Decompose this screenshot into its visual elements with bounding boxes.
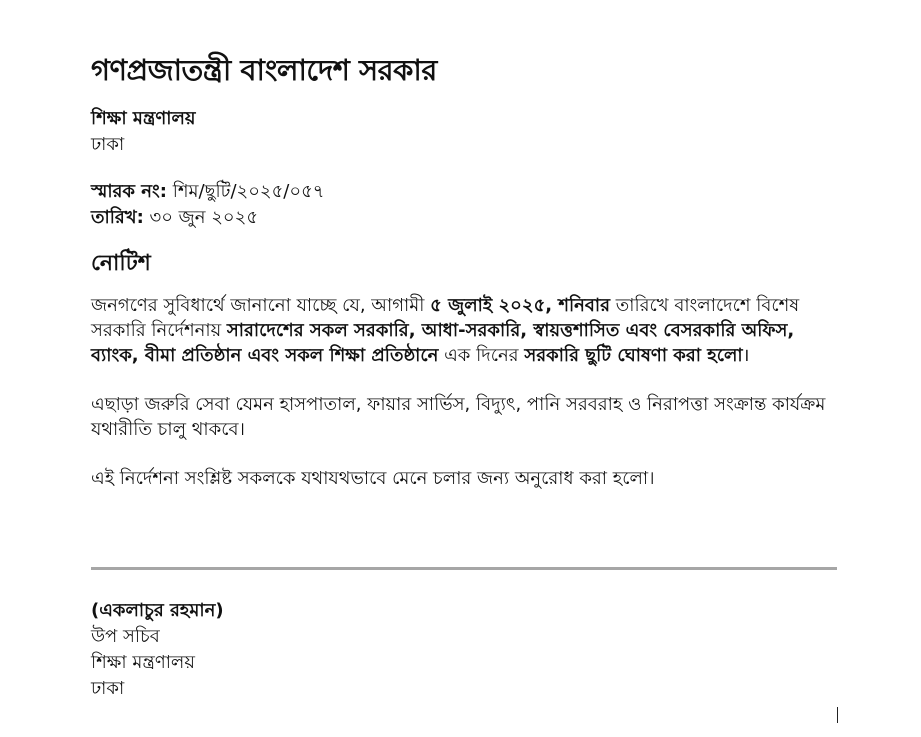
holiday-date: ৫ জুলাই ২০২৫, শনিবার xyxy=(430,295,611,316)
memo-date xyxy=(91,205,837,231)
government-title: গণপ্রজাতন্ত্রী বাংলাদেশ সরকার xyxy=(91,53,437,87)
para1-text-1: জনগণের সুবিধার্থে জানানো যাচ্ছে যে, আগামী xyxy=(91,295,431,316)
affected-institutions: সারাদেশের সকল সরকারি, আধা-সরকারি, স্বায়ত্তশাসিত এবং বেসরকারি অফিস, ব্যাংক, বীমা প্রতিষ্ঠান এবং সকল শিক্ষা প্রতিষ্ঠানে xyxy=(91,320,795,366)
para1-text-3: এক দিনের xyxy=(438,345,525,366)
para1-text-4: । xyxy=(742,345,750,366)
issuer-block xyxy=(91,106,837,158)
memo-date-value: ৩০ জুন ২০২৫ xyxy=(143,207,259,228)
ministry-name: শিক্ষা মন্ত্রণালয় xyxy=(91,108,196,129)
notice-document xyxy=(91,48,837,491)
memo-date-label: তারিখ: xyxy=(91,207,144,228)
signature-block xyxy=(91,598,224,702)
notice-heading: নোটিশ xyxy=(91,251,151,276)
signature-divider xyxy=(91,567,837,570)
memo-reference xyxy=(91,179,837,205)
signatory-city: ঢাকা xyxy=(91,678,125,699)
memo-block xyxy=(91,179,837,231)
text-cursor xyxy=(837,707,838,723)
notice-paragraph-exceptions: এছাড়া জরুরি সেবা যেমন হাসপাতাল, ফায়ার সার্ভিস, বিদ্যুৎ, পানি সরবরাহ ও নিরাপত্তা সংক্রান্ত কার্যক্রম যথারীতি চালু থাকবে। xyxy=(91,394,826,440)
holiday-declaration: সরকারি ছুটি ঘোষণা করা হলো xyxy=(524,345,743,366)
para1-text-2: তারিখে বাংলাদেশে বিশেষ সরকারি নির্দেশনায় xyxy=(91,295,800,341)
signatory-name: (একলাচুর রহমান) xyxy=(91,600,224,621)
memo-ref-value: শিম/ছুটি/২০২৫/০৫৭ xyxy=(167,181,325,202)
notice-paragraph-request: এই নির্দেশনা সংশ্লিষ্ট সকলকে যথাযথভাবে মেনে চলার জন্য অনুরোধ করা হলো। xyxy=(91,468,655,489)
notice-paragraph-main xyxy=(91,293,837,368)
signatory-designation: উপ সচিব xyxy=(91,626,160,647)
issuer-city: ঢাকা xyxy=(91,134,125,155)
signatory-ministry: শিক্ষা মন্ত্রণালয় xyxy=(91,652,195,673)
memo-ref-label: স্মারক নং: xyxy=(91,181,167,202)
